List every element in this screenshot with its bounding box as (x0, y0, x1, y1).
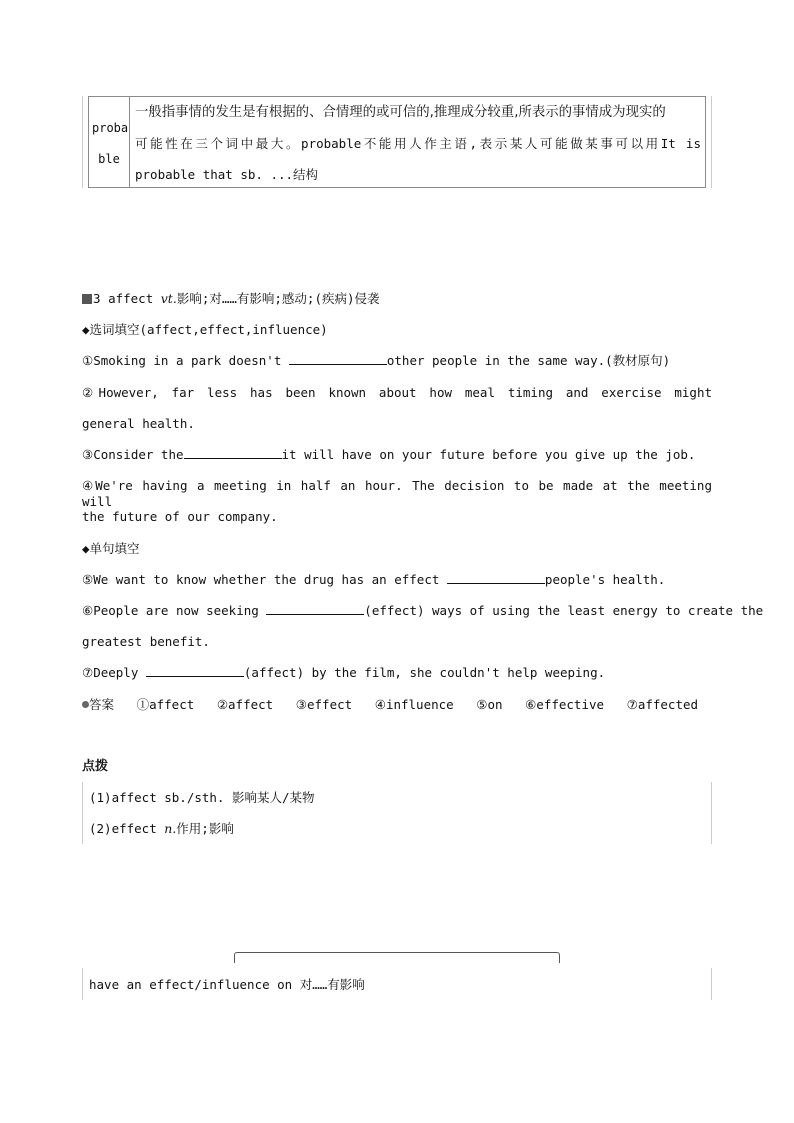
answer-3: ③effect (295, 697, 353, 712)
choose-title: ◆选词填空(affect,effect,influence) (82, 322, 328, 337)
q5-text-a: ⑤We want to know whether the drug has an effect (82, 572, 447, 587)
section-pos: vt. (160, 291, 177, 306)
question-2-line-2: general health. (82, 416, 195, 431)
q5-blank[interactable] (447, 572, 545, 584)
table-outer-left-border (82, 96, 83, 188)
table-line-3: probable that sb. ...结构 (135, 167, 319, 182)
answer-7: ⑦affected (626, 697, 699, 712)
q6-text-a: ⑥People are now seeking (82, 603, 267, 618)
probable-table-head (89, 97, 130, 187)
tips-line-2 (89, 821, 234, 837)
q6-text-b: (effect) ways of using the least energy to create the (364, 603, 764, 618)
tips-title: 点拨 (82, 759, 109, 774)
section-heading (82, 291, 380, 307)
answer-dot-icon (82, 701, 89, 708)
question-3 (82, 447, 695, 463)
phrase-left-border (82, 968, 83, 1000)
question-6-line-1 (82, 603, 764, 619)
phrase-text: have an effect/influence on 对……有影响 (89, 977, 365, 992)
phrase-right-border (711, 968, 712, 1000)
answer-1: ①affect (136, 697, 195, 712)
q7-text-a: ⑦Deeply (82, 665, 146, 680)
table-line-1: 一般指事情的发生是有根据的、合情理的或可信的,推理成分较重,所表示的事情成为现实的 (135, 105, 666, 120)
tips-line-1: (1)affect sb./sth. 影响某人/某物 (89, 790, 315, 805)
answer-6: ⑥effective (525, 697, 605, 712)
q5-text-b: people's health. (544, 572, 666, 587)
tips-right-border (711, 782, 712, 844)
head-line-1: proba (92, 121, 129, 135)
question-4-line-2: the future of our company. (82, 509, 278, 524)
single-title: ◆单句填空 (82, 541, 140, 556)
question-6-line-2: greatest benefit. (82, 634, 210, 649)
question-5 (82, 572, 665, 588)
section-number: 3 (93, 291, 101, 306)
answer-5: ⑤on (476, 697, 503, 712)
tips-line-2-pos: n. (164, 821, 177, 836)
q3-text-a: ③Consider the (82, 447, 184, 462)
section-square-icon (82, 294, 92, 304)
question-2-line-1: ②However, far less has been known about how meal timing and exercise might (82, 385, 712, 400)
q1-text-a: ①Smoking in a park doesn't (82, 353, 289, 368)
head-line-2: ble (98, 152, 120, 166)
tips-left-border (82, 782, 83, 844)
section-word: affect (108, 291, 154, 306)
question-1 (82, 353, 670, 369)
table-line-2: 可能性在三个词中最大。probable不能用人作主语,表示某人可能做某事可以用It is (135, 136, 701, 151)
table-outer-right-border (711, 96, 712, 188)
q1-blank[interactable] (289, 353, 387, 365)
q3-text-b: it will have on your future before you give up the job. (281, 447, 696, 462)
q7-blank[interactable] (146, 665, 244, 677)
question-7 (82, 665, 605, 681)
q6-blank[interactable] (266, 603, 364, 615)
tips-line-2-word: (2)effect (89, 821, 165, 836)
question-4-line-1: ④We're having a meeting in half an hour. The decision to be made at the meeting will (82, 478, 712, 509)
answer-2: ②affect (216, 697, 274, 712)
section-meaning: 影响;对……有影响;感动;(疾病)侵袭 (176, 291, 380, 306)
tips-line-2-meaning: 作用;影响 (176, 821, 234, 836)
answers-row (82, 697, 698, 713)
answer-4: ④influence (374, 697, 454, 712)
q3-blank[interactable] (184, 447, 282, 459)
phrase-bracket (234, 952, 560, 963)
q7-text-b: (affect) by the film, she couldn't help weeping. (243, 665, 606, 680)
probable-table (88, 96, 706, 188)
q1-text-b: other people in the same way.(教材原句) (386, 353, 671, 368)
answers-label: 答案 (89, 697, 115, 712)
